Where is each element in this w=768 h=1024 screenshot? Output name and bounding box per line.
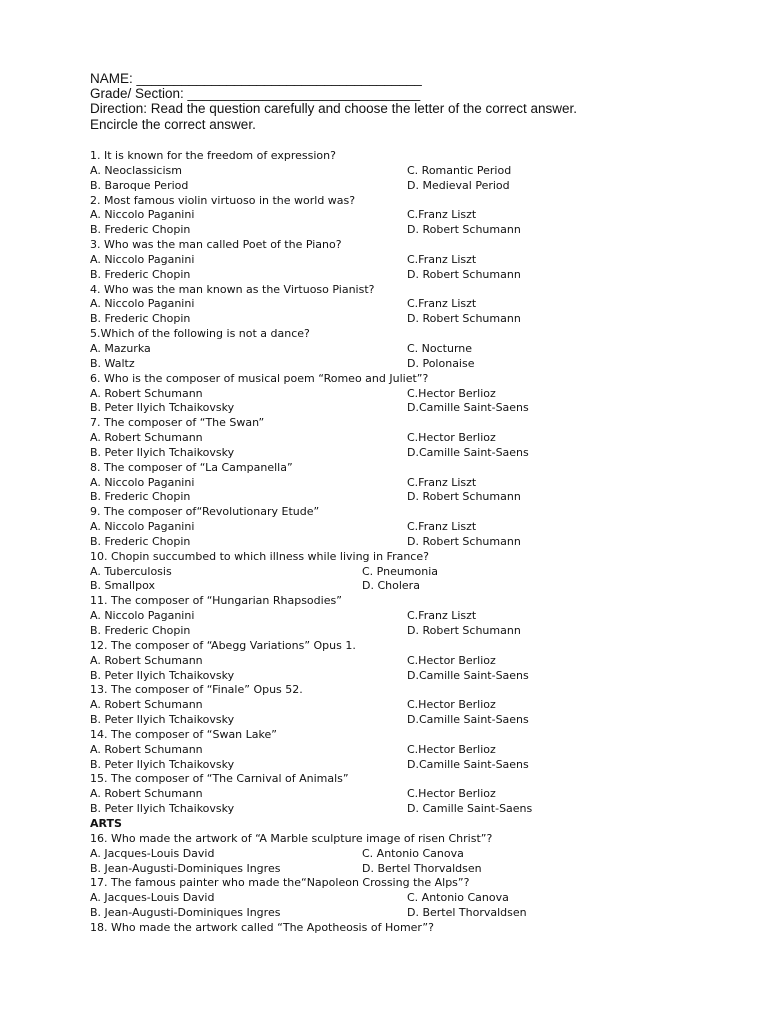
choice-right[interactable]: D. Bertel Thorvaldsen [407, 906, 527, 920]
choice-left[interactable]: B. Peter Ilyich Tchaikovsky [90, 757, 235, 771]
answer-choice-row [90, 609, 690, 624]
choice-right[interactable]: C.Franz Liszt [407, 475, 477, 489]
choice-left[interactable]: B. Baroque Period [90, 178, 189, 192]
choice-left[interactable]: A. Robert Schumann [90, 698, 203, 712]
choice-right[interactable]: D.Camille Saint-Saens [407, 401, 529, 415]
answer-choice-row [90, 446, 690, 461]
row-text: 5.Which of the following is not a dance? [90, 327, 310, 341]
answer-choice-row [90, 787, 690, 802]
choice-left[interactable]: A. Niccolo Paganini [90, 252, 195, 266]
choice-right[interactable]: C.Franz Liszt [407, 520, 477, 534]
answer-choice-row [90, 401, 690, 416]
choice-left[interactable]: B. Frederic Chopin [90, 534, 191, 548]
row-text: 13. The composer of “Finale” Opus 52. [90, 683, 303, 697]
question-text [90, 238, 690, 253]
question-text [90, 283, 690, 298]
choice-left[interactable]: B. Frederic Chopin [90, 490, 191, 504]
answer-choice-row [90, 624, 690, 639]
choice-right[interactable]: C.Hector Berlioz [407, 431, 496, 445]
answer-choice-row [90, 891, 690, 906]
choice-right[interactable]: C. Antonio Canova [407, 891, 509, 905]
choice-left[interactable]: A. Jacques-Louis David [90, 846, 215, 860]
choice-right[interactable]: C.Franz Liszt [407, 208, 477, 222]
row-text: 2. Most famous violin virtuoso in the world was? [90, 193, 356, 207]
answer-choice-row [90, 179, 690, 194]
question-text [90, 461, 690, 476]
choice-right[interactable]: C.Franz Liszt [407, 252, 477, 266]
choice-right[interactable]: D. Robert Schumann [407, 223, 521, 237]
name-line: NAME: ______________________________________ [90, 71, 422, 86]
choice-left[interactable]: A. Niccolo Paganini [90, 208, 195, 222]
choice-left[interactable]: A. Niccolo Paganini [90, 609, 195, 623]
answer-choice-row [90, 431, 690, 446]
choice-left[interactable]: B. Frederic Chopin [90, 312, 191, 326]
answer-choice-row [90, 312, 690, 327]
choice-right[interactable]: C. Romantic Period [407, 163, 512, 177]
row-text: 11. The composer of “Hungarian Rhapsodies” [90, 594, 342, 608]
choice-right[interactable]: D.Camille Saint-Saens [407, 668, 529, 682]
row-text: 3. Who was the man called Poet of the Piano? [90, 238, 342, 252]
answer-choice-row [90, 669, 690, 684]
choice-right[interactable]: D. Robert Schumann [407, 534, 521, 548]
answer-choice-row [90, 357, 690, 372]
choice-left[interactable]: A. Neoclassicism [90, 163, 182, 177]
question-text [90, 683, 690, 698]
choice-right[interactable]: C.Hector Berlioz [407, 742, 496, 756]
choice-left[interactable]: B. Peter Ilyich Tchaikovsky [90, 668, 235, 682]
question-text [90, 728, 690, 743]
row-text: 9. The composer of“Revolutionary Etude” [90, 505, 320, 519]
answer-choice-row [90, 847, 690, 862]
row-text: 17. The famous painter who made the“Napoleon Crossing the Alps”? [90, 876, 470, 890]
answer-choice-row [90, 743, 690, 758]
choice-right[interactable]: D. Camille Saint-Saens [407, 802, 533, 816]
choice-left[interactable]: A. Mazurka [90, 341, 151, 355]
answer-choice-row [90, 579, 690, 594]
choice-right[interactable]: C. Nocturne [407, 341, 473, 355]
answer-choice-row [90, 654, 690, 669]
answer-choice-row [90, 802, 690, 817]
question-text [90, 876, 690, 891]
question-text [90, 550, 690, 565]
choice-left[interactable]: A. Robert Schumann [90, 742, 203, 756]
choice-right[interactable]: C. Pneumonia [362, 564, 439, 578]
choice-right[interactable]: C.Franz Liszt [407, 297, 477, 311]
row-text: 18. Who made the artwork called “The Apotheosis of Homer”? [90, 920, 434, 934]
question-text [90, 372, 690, 387]
choice-left[interactable]: A. Robert Schumann [90, 386, 203, 400]
choice-left[interactable]: B. Jean-Augusti-Dominiques Ingres [90, 906, 281, 920]
answer-choice-row [90, 758, 690, 773]
question-list [90, 149, 690, 936]
row-text: 7. The composer of “The Swan” [90, 416, 265, 430]
answer-choice-row [90, 223, 690, 238]
choice-left[interactable]: B. Peter Ilyich Tchaikovsky [90, 401, 235, 415]
choice-left[interactable]: B. Peter Ilyich Tchaikovsky [90, 445, 235, 459]
answer-choice-row [90, 476, 690, 491]
row-text: 1. It is known for the freedom of expression? [90, 149, 336, 162]
choice-left[interactable]: A. Tuberculosis [90, 564, 172, 578]
answer-choice-row [90, 906, 690, 921]
choice-left[interactable]: A. Niccolo Paganini [90, 297, 195, 311]
choice-right[interactable]: D. Polonaise [407, 356, 475, 370]
row-text: ARTS [90, 816, 122, 830]
choice-left[interactable]: B. Peter Ilyich Tchaikovsky [90, 713, 235, 727]
worksheet-header [90, 71, 690, 132]
answer-choice-row [90, 253, 690, 268]
row-text: 10. Chopin succumbed to which illness while living in France? [90, 549, 429, 563]
question-text [90, 639, 690, 654]
choice-left[interactable]: B. Frederic Chopin [90, 267, 191, 281]
choice-left[interactable]: B. Frederic Chopin [90, 223, 191, 237]
choice-right[interactable]: D. Robert Schumann [407, 267, 521, 281]
choice-right[interactable]: D. Cholera [362, 579, 420, 593]
choice-left[interactable]: A. Robert Schumann [90, 431, 203, 445]
choice-right[interactable]: C.Hector Berlioz [407, 787, 496, 801]
answer-choice-row [90, 862, 690, 877]
answer-choice-row [90, 208, 690, 223]
row-text: 16. Who made the artwork of “A Marble sculpture image of risen Christ”? [90, 831, 493, 845]
choice-right[interactable]: D.Camille Saint-Saens [407, 713, 529, 727]
answer-choice-row [90, 713, 690, 728]
row-text: 4. Who was the man known as the Virtuoso Pianist? [90, 282, 375, 296]
choice-right[interactable]: C.Hector Berlioz [407, 386, 496, 400]
choice-left[interactable]: A. Niccolo Paganini [90, 520, 195, 534]
choice-right[interactable]: C.Hector Berlioz [407, 698, 496, 712]
choice-right[interactable]: D.Camille Saint-Saens [407, 757, 529, 771]
answer-choice-row [90, 698, 690, 713]
choice-left[interactable]: A. Niccolo Paganini [90, 475, 195, 489]
choice-left[interactable]: A. Robert Schumann [90, 653, 203, 667]
choice-right[interactable]: C.Franz Liszt [407, 609, 477, 623]
answer-choice-row [90, 535, 690, 550]
row-text: 14. The composer of “Swan Lake” [90, 727, 277, 741]
direction-line-2: Encircle the correct answer. [90, 116, 256, 132]
answer-choice-row [90, 387, 690, 402]
question-text [90, 194, 690, 209]
answer-choice-row [90, 164, 690, 179]
choice-left[interactable]: A. Robert Schumann [90, 787, 203, 801]
choice-right[interactable]: C. Antonio Canova [362, 846, 464, 860]
choice-left[interactable]: B. Waltz [90, 356, 135, 370]
answer-choice-row [90, 268, 690, 283]
question-text [90, 921, 690, 936]
choice-left[interactable]: B. Peter Ilyich Tchaikovsky [90, 802, 235, 816]
row-text: 6. Who is the composer of musical poem “Romeo and Juliet”? [90, 371, 429, 385]
choice-right[interactable]: D. Robert Schumann [407, 490, 521, 504]
choice-left[interactable]: B. Smallpox [90, 579, 155, 593]
question-text [90, 149, 690, 164]
answer-choice-row [90, 342, 690, 357]
answer-choice-row [90, 520, 690, 535]
choice-left[interactable]: B. Frederic Chopin [90, 624, 191, 637]
section-heading [90, 817, 690, 832]
question-text [90, 416, 690, 431]
choice-right[interactable]: D. Robert Schumann [407, 624, 521, 637]
choice-right[interactable]: D.Camille Saint-Saens [407, 445, 529, 459]
question-text [90, 832, 690, 847]
choice-right[interactable]: D. Robert Schumann [407, 312, 521, 326]
choice-right[interactable]: D. Medieval Period [407, 178, 510, 192]
answer-choice-row [90, 297, 690, 312]
row-text: 12. The composer of “Abegg Variations” Opus 1. [90, 638, 356, 652]
question-text [90, 505, 690, 520]
answer-choice-row [90, 565, 690, 580]
choice-left[interactable]: B. Jean-Augusti-Dominiques Ingres [90, 861, 281, 875]
grade-section-line: Grade/ Section: _______________________________ [90, 86, 421, 102]
row-text: 15. The composer of “The Carnival of Animals” [90, 772, 349, 786]
choice-right[interactable]: C.Hector Berlioz [407, 653, 496, 667]
direction-line: Direction: Read the question carefully and choose the letter of the correct answer. [90, 101, 578, 117]
row-text: 8. The composer of “La Campanella” [90, 460, 293, 474]
choice-right[interactable]: D. Bertel Thorvaldsen [362, 861, 482, 875]
choice-left[interactable]: A. Jacques-Louis David [90, 891, 215, 905]
question-text [90, 772, 690, 787]
question-text [90, 327, 690, 342]
answer-choice-row [90, 490, 690, 505]
question-text [90, 594, 690, 609]
